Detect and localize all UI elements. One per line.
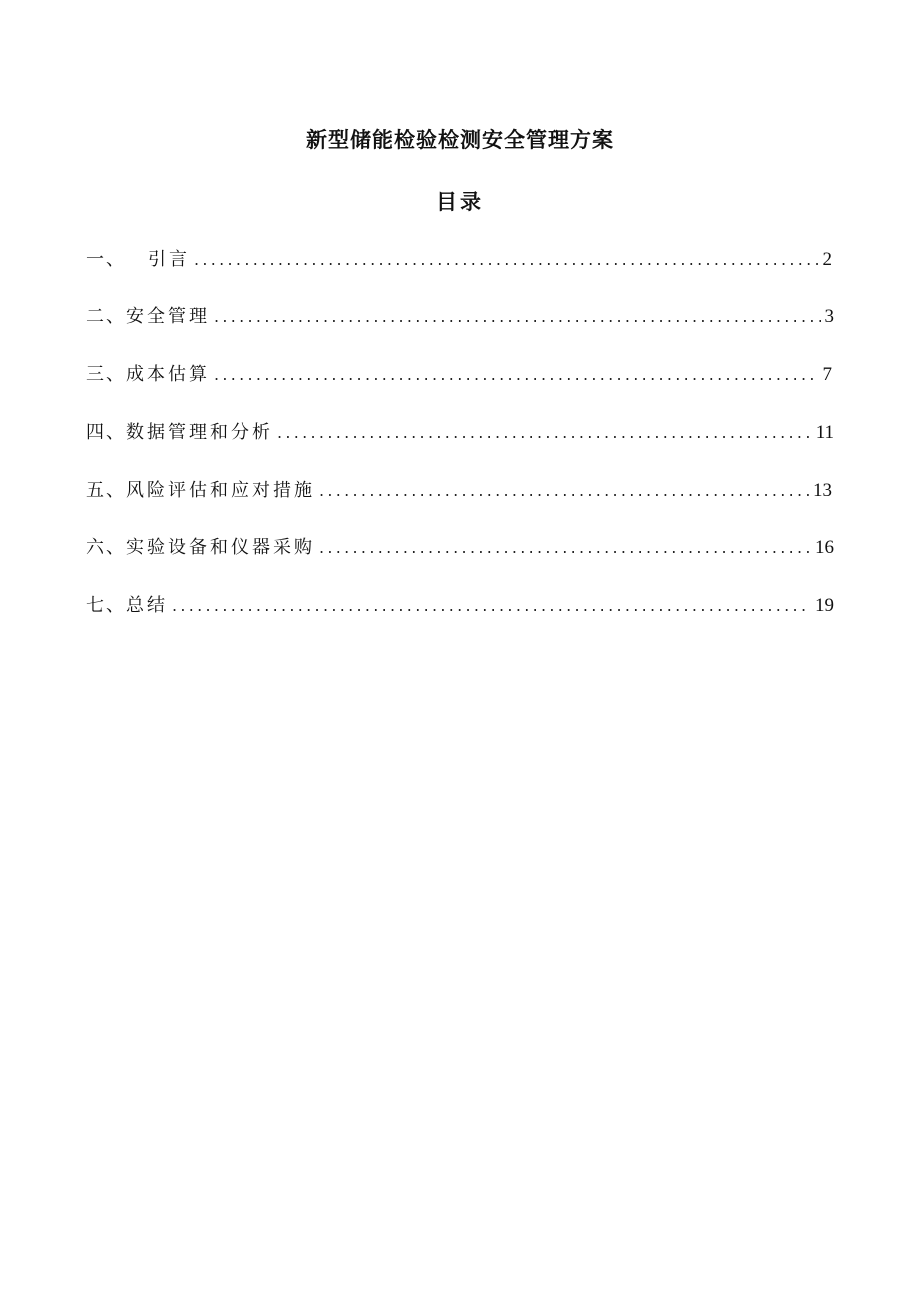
toc-entry-label: 实验设备和仪器采购 [126,537,315,558]
toc-entry-cost-estimation[interactable] [86,362,832,388]
toc-page-number: 16 [815,537,834,558]
toc-entry-equipment-procurement[interactable] [86,535,834,561]
toc-entry-number: 一、 [86,249,126,270]
toc-dot-leader [319,478,809,504]
toc-entry-label: 数据管理和分析 [126,422,273,443]
document-title: 新型储能检验检测安全管理方案 [306,128,614,152]
toc-page-number: 13 [813,480,832,501]
toc-entry-label: 引言 [148,249,190,270]
toc-entry-risk-assessment[interactable] [86,478,832,504]
toc-entry-label: 安全管理 [126,306,210,327]
toc-page-number: 3 [824,306,834,327]
toc-page-number: 11 [815,422,834,443]
toc-entry-label: 总结 [126,595,168,616]
toc-entry-number: 七、 [86,595,126,616]
toc-dot-leader [277,420,812,446]
toc-entry-label: 成本估算 [126,364,210,385]
toc-dot-leader [172,593,811,619]
toc-dot-leader [214,362,819,388]
toc-entry-safety-management[interactable] [86,304,834,330]
toc-dot-leader [214,304,821,330]
toc-heading: 目录 [436,190,484,214]
toc-entry-summary[interactable] [86,593,834,619]
toc-entry-data-management[interactable] [86,420,834,446]
toc-entry-number: 四、 [86,422,126,443]
toc-page-number: 7 [822,364,832,385]
toc-page-number: 2 [822,249,832,270]
toc-entry-introduction[interactable] [86,247,832,273]
toc-entry-label: 风险评估和应对措施 [126,480,315,501]
toc-entry-number: 五、 [86,480,126,501]
toc-dot-leader [319,535,811,561]
toc-entry-number: 三、 [86,364,126,385]
toc-dot-leader [194,247,819,273]
toc-entry-number: 二、 [86,306,126,327]
toc-entry-number: 六、 [86,537,126,558]
toc-page-number: 19 [815,595,834,616]
